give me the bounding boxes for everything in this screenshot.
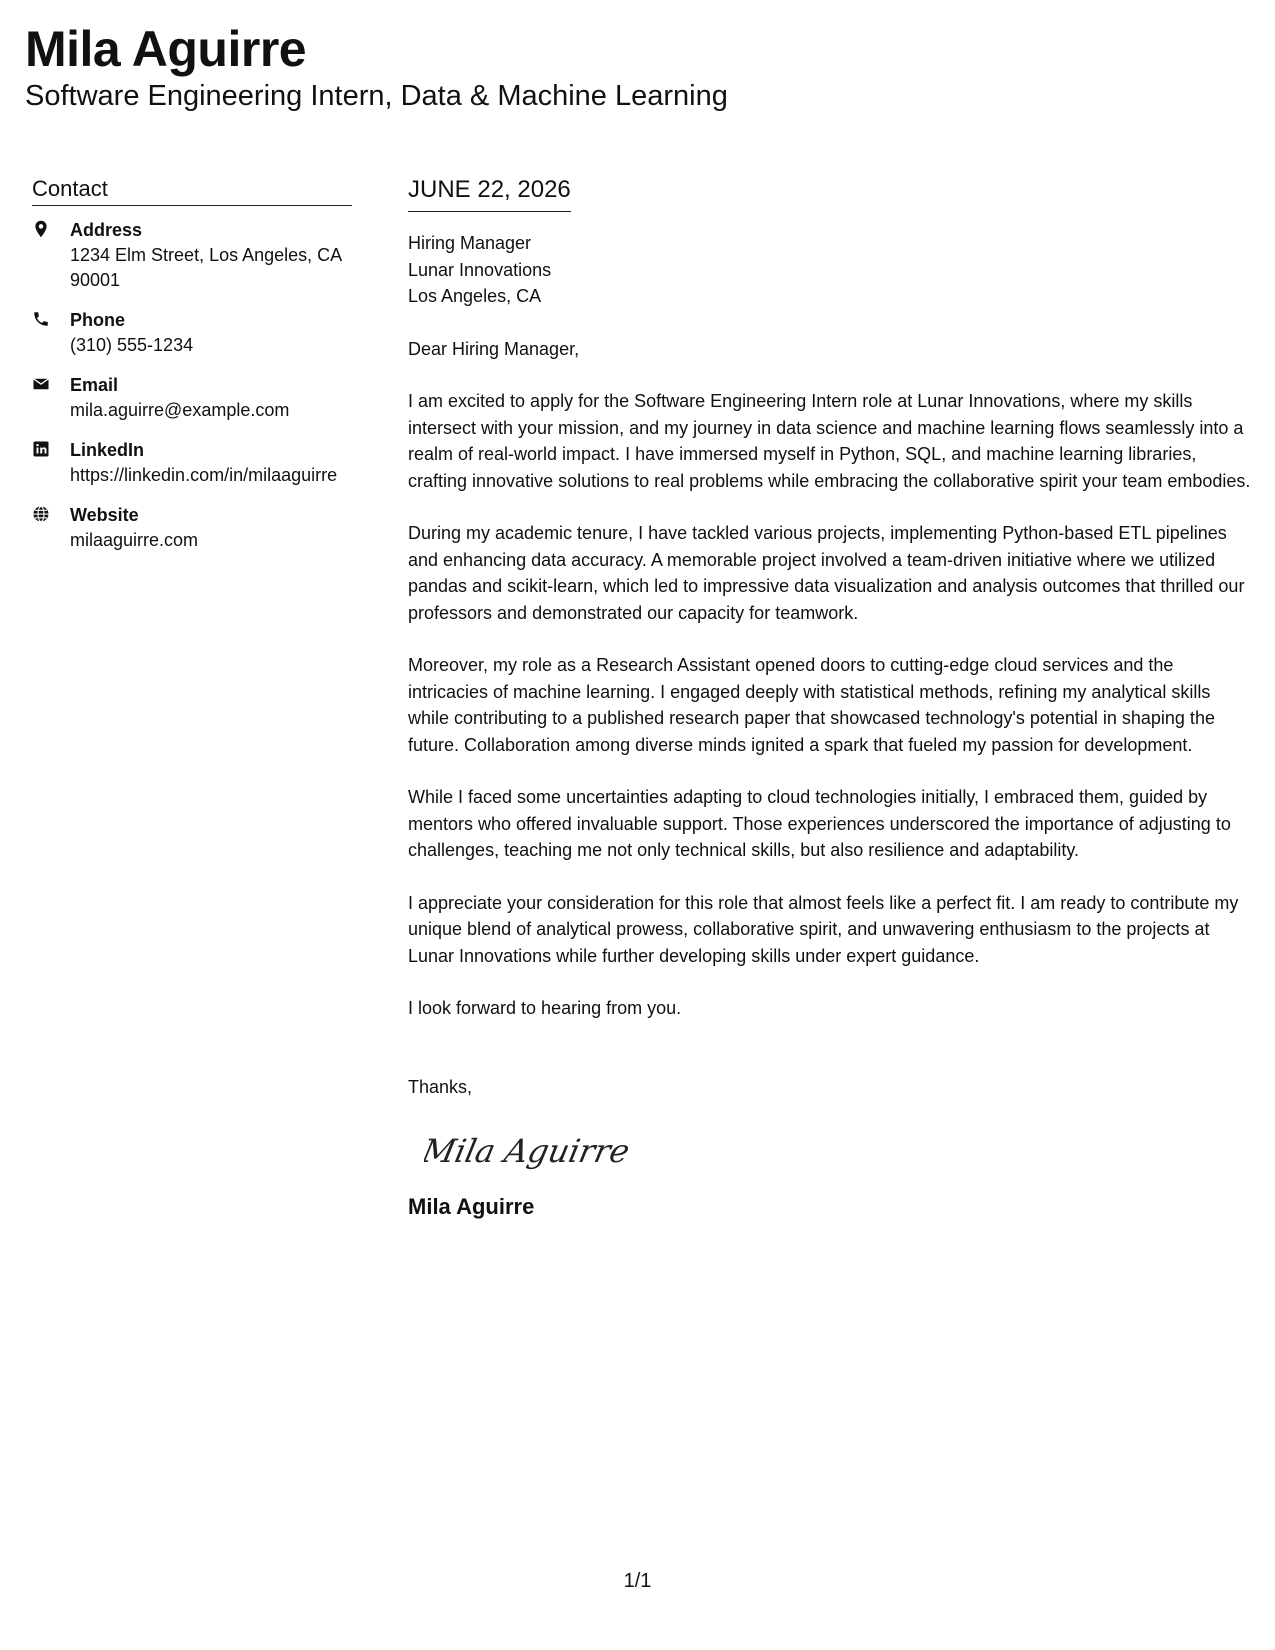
contact-link[interactable]: milaaguirre.com	[70, 530, 199, 550]
paragraph: I look forward to hearing from you.	[408, 998, 682, 1018]
page-number: 1/1	[623, 1570, 652, 1592]
contact-value: (310) 555-1234	[70, 335, 194, 355]
contact-address	[32, 218, 352, 293]
applicant-name: Mila Aguirre	[25, 21, 307, 77]
contact-linkedin	[32, 438, 352, 488]
signature-image	[424, 1126, 664, 1174]
contact-label: Address	[70, 220, 143, 240]
paragraph: I am excited to apply for the Software Engineering Intern role at Lunar Innovations, where my skills intersect with your mission, and my journey in data science and machine learning flows seamlessly into a realm of real-world impact. I have immersed myself in Python, SQL, and machine learning libraries, crafting innovative solutions to real problems while embracing the collaborative spirit your team embodies.	[408, 391, 1251, 491]
contact-label: Website	[70, 505, 139, 525]
contact-website	[32, 503, 352, 553]
paragraph: During my academic tenure, I have tackled various projects, implementing Python-based ETL pipelines and enhancing data accuracy. A memorable project involved a team-driven initiative where we utilized pandas and scikit-learn, which led to impressive data visualization and analysis outcomes that thrilled our professors and demonstrated our capacity for teamwork.	[408, 523, 1245, 623]
phone-icon	[32, 308, 70, 358]
contact-label: LinkedIn	[70, 440, 145, 460]
recipient-block	[408, 230, 1253, 310]
signature	[424, 1126, 1253, 1174]
contact-value: 1234 Elm Street, Los Angeles, CA 90001	[70, 245, 342, 290]
contact-heading: Contact	[32, 176, 352, 206]
salutation: Dear Hiring Manager,	[408, 338, 580, 359]
globe-icon	[32, 503, 70, 553]
paragraph: Moreover, my role as a Research Assistant opened doors to cutting-edge cloud services and the intricacies of machine learning. I engaged deeply with statistical methods, refining my analytical skills while contributing to a published research paper that showcased technology's potential in shaping the future. Collaboration among diverse minds ignited a spark that fueled my passion for development.	[408, 655, 1215, 755]
signer-name: Mila Aguirre	[408, 1194, 535, 1219]
envelope-icon	[32, 373, 70, 423]
recipient-line: Hiring Manager	[408, 233, 532, 253]
contact-phone	[32, 308, 352, 358]
svg-text:Mila Aguirre: Mila Aguirre	[424, 1132, 634, 1170]
contact-link[interactable]: https://linkedin.com/in/milaaguirre	[70, 465, 338, 485]
applicant-title: Software Engineering Intern, Data & Machine Learning	[25, 80, 728, 112]
linkedin-icon	[32, 438, 70, 488]
contact-label: Email	[70, 375, 119, 395]
letter-date: JUNE 22, 2026	[408, 176, 571, 212]
paragraph: I appreciate your consideration for this role that almost feels like a perfect fit. I am ready to contribute my unique blend of analytical prowess, collaborative spirit, and unwavering enthusiasm to the projects at Lunar Innovations while further developing skills under expert guidance.	[408, 892, 1239, 966]
recipient-line: Lunar Innovations	[408, 259, 552, 280]
map-pin-icon	[32, 218, 70, 293]
paragraph: While I faced some uncertainties adapting to cloud technologies initially, I embraced them, guided by mentors who offered invaluable support. Those experiences underscored the importance of adjusting to challenges, teaching me not only technical skills, but also resilience and adaptability.	[408, 787, 1231, 860]
header	[25, 22, 728, 113]
closing: Thanks,	[408, 1076, 473, 1097]
contact-label: Phone	[70, 310, 126, 330]
letter-body	[408, 176, 1253, 1221]
contact-value: mila.aguirre@example.com	[70, 400, 290, 420]
contact-email	[32, 373, 352, 423]
recipient-line: Los Angeles, CA	[408, 286, 542, 306]
contact-sidebar	[32, 176, 352, 568]
